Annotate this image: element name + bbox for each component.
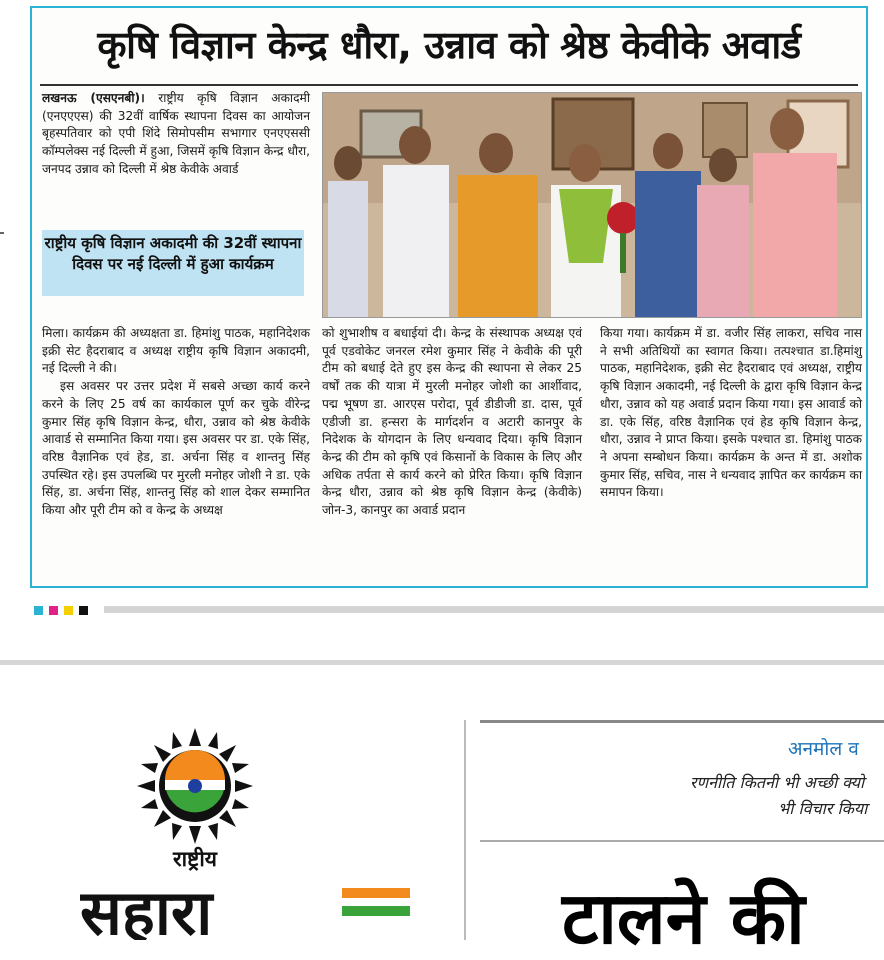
logo-big-text: सहारा	[80, 876, 213, 940]
column-2: को शुभाशीष व बधाईयां दी। केन्द्र के संस्थापक अध्यक्ष एवं पूर्व एडवोकेट जनरल रमेश कुमार सिंह ने केवीके की पूरी टीम को बधाई देते हुए इस केन्द्र की स्थापना से लेकर 25 वर्षों तक की यात्रा में मुरली मनोहर जोशी का आर्शीवाद, पद्म भूषण डा. आरएस परोदा, पूर्व डीडीजी डा. दास, पूर्व एडीजी डा. हन्सरा के मार्गदर्शन व अटारी कानपुर के निदेशक के योगदान के लिए धन्यवाद दिया। कृषि विज्ञान केन्द्र की टीम को कृषि एवं किसानों के विकास के लिए और अधिक तर्पता से कार्य करने को प्रेरित किया। कृषि विज्ञान केन्द्र धौरा, उन्नाव को श्रेष्ठ कृषि विज्ञान केन्द्र (केवीके) जोन-3, कानपुर का अवार्ड प्रदान	[322, 326, 582, 518]
page-separator	[0, 660, 884, 665]
logo-flag-white	[342, 900, 410, 904]
column-1-top-text: राष्ट्रीय कृषि विज्ञान अकादमी (एनएएएस) की 32वीं वार्षिक स्थापना दिवस का आयोजन बृहस्पतिवार को एपी शिंदे सिमोपसीम सभागार एनएएससी कॉम्पलेक्स नई दिल्ली में हुआ, जिसमें कृषि विज्ञान केन्द्र धौरा, जनपद उन्नाव को दिल्ली में श्रेष्ठ केवीके अवार्ड	[42, 91, 311, 176]
slogan-title: अनमोल व	[788, 738, 859, 760]
news-clipping	[30, 6, 868, 588]
column-1-bottom	[42, 325, 310, 520]
dateline: लखनऊ (एसएनबी)।	[42, 91, 145, 105]
slogan-line-1: रणनीति कितनी भी अच्छी क्यो	[690, 773, 865, 792]
margin-mark	[0, 232, 4, 234]
logo-small-text: राष्ट्रीय	[173, 847, 217, 871]
column-1-paragraph-2: इस अवसर पर उत्तर प्रदेश में सबसे अच्छा कार्य करने करने के लिए 25 वर्ष का कार्यकाल पूर्ण कर चुके वीरेन्द्र कुमार सिंह कृषि विज्ञान केन्द्र, धौरा, उन्नाव को श्रेष्ठ केवीके आवार्ड से सम्मानित किया गया। इस अवसर पर डा. एके सिंह, वरिष्ठ वैज्ञानिक एवं हेड, डा. अर्चना सिंह व शान्तनु सिंह उपस्थित रहे। इस उपलब्धि पर मुरली मनोहर जोशी ने डा. एके सिंह, डा. अर्चना सिंह, शान्तनु सिंह को शाल देकर सम्मानित किया और पूरी टीम को व केन्द्र के अध्यक्ष	[42, 379, 310, 518]
event-photo-illustration	[323, 93, 862, 318]
headline-rule	[40, 84, 858, 86]
column-1-top	[42, 90, 310, 179]
clipping-footer-rule	[104, 606, 884, 613]
slogan-line-2: भी विचार किया	[778, 799, 868, 818]
article-headline: कृषि विज्ञान केन्द्र धौरा, उन्नाव को श्रेष्ठ केवीके अवार्ड	[97, 23, 801, 67]
color-square-black	[79, 606, 88, 615]
slogan-bottom-rule	[480, 840, 884, 842]
column-3: किया गया। कार्यक्रम में डा. वजीर सिंह लाकरा, सचिव नास ने सभी अतिथियों का स्वागत किया। तत्पश्चात डा.हिमांशु पाठक, महानिदेशक, इक्री सेट हैदराबाद एवं अध्यक्ष, राष्ट्रीय कृषि विज्ञान अकादमी, नई दिल्ली के द्वारा कृषि विज्ञान केन्द्र धौरा, उन्नाव को यह अवार्ड प्रदान किया गया। इस आवार्ड को डा. एके सिंह, वरिष्ठ वैज्ञानिक एवं हेड कृषि विज्ञान केन्द्र, धौरा, उन्नाव ने प्राप्त किया। इसके पश्चात डा. हिमांशु पाठक ने अपना सम्बोधन किया। कार्यक्रम के अन्त में डा. अशोक कुमार सिंह, सचिव, नास ने धन्यवाद ज्ञापित कर कार्यक्रम का समापन किया।	[600, 326, 862, 500]
logo-flag-green	[342, 906, 410, 916]
intro-highlight-box: राष्ट्रीय कृषि विज्ञान अकादमी की 32वीं स्थापना दिवस पर नई दिल्ली में हुआ कार्यक्रम	[42, 230, 304, 296]
column-divider	[464, 720, 466, 940]
rashtriya-sahara-logo	[80, 726, 420, 940]
column-1-paragraph-1: मिला। कार्यक्रम की अध्यक्षता डा. हिमांशु पाठक, महानिदेशक इक्री सेट हैदराबाद व अध्यक्ष राष्ट्रीय कृषि विज्ञान अकादमी, नई दिल्ली ने की।	[42, 326, 310, 376]
color-square-magenta	[49, 606, 58, 615]
sahara-sun-emblem	[80, 726, 420, 940]
next-article-headline: टालने की	[562, 876, 805, 960]
logo-flag-orange	[342, 888, 410, 898]
color-square-yellow	[64, 606, 73, 615]
color-square-cyan	[34, 606, 43, 615]
event-photo	[322, 92, 862, 318]
slogan-top-rule	[480, 720, 884, 723]
